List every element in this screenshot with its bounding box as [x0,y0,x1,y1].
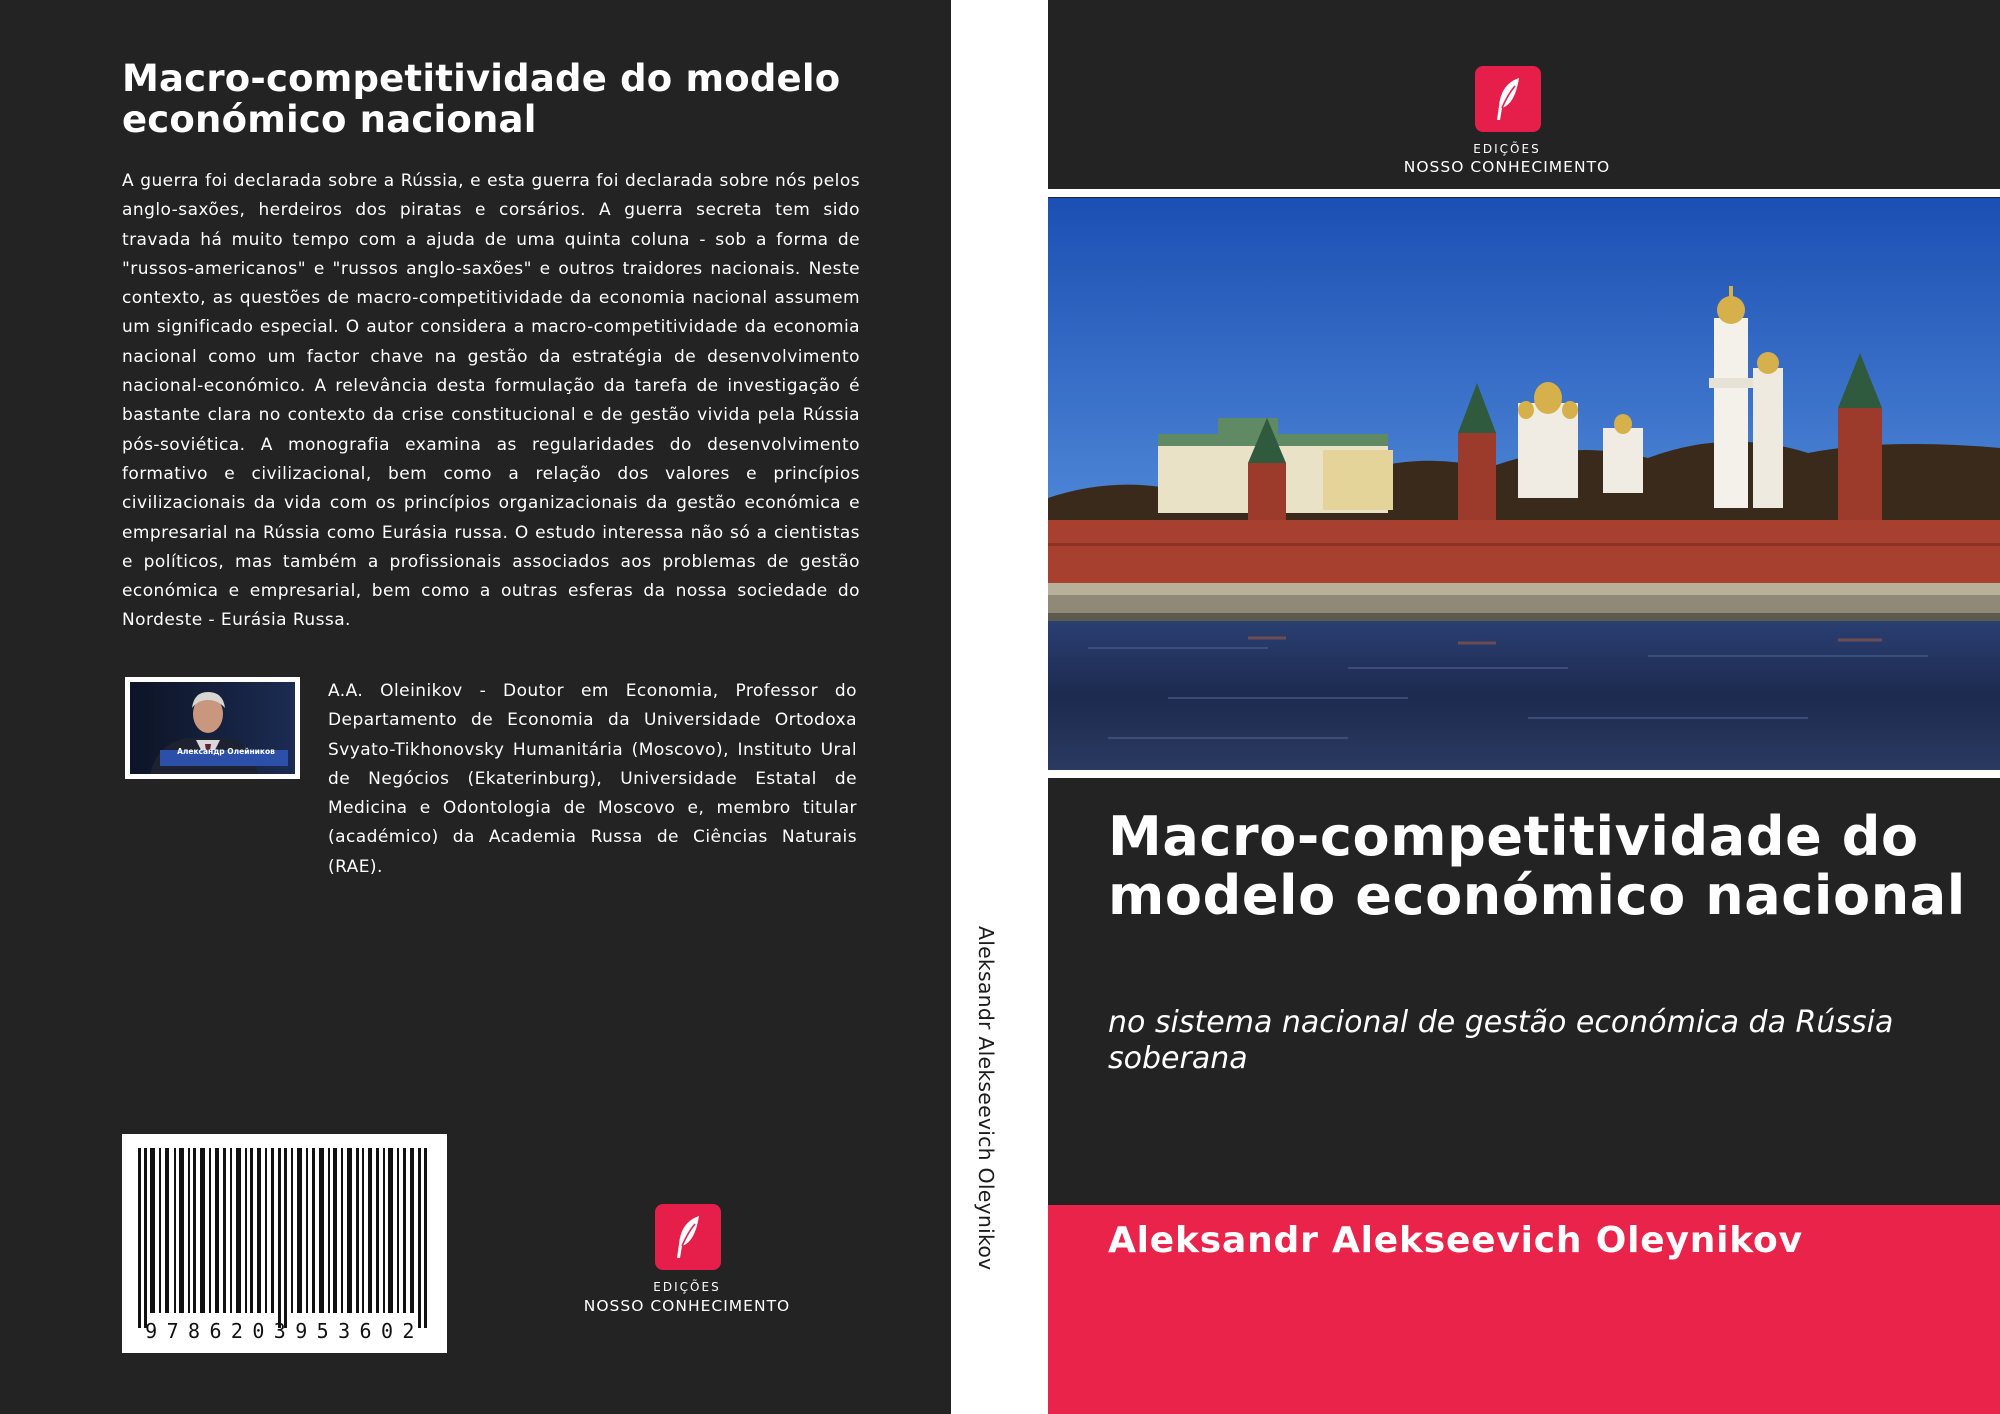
front-cover-title: Macro-competitividade do modelo económico nacional [1108,805,1966,927]
back-cover [0,0,951,1414]
quill-feather-icon [655,1204,721,1270]
back-cover-synopsis: A guerra foi declarada sobre a Rússia, e esta guerra foi declarada sobre nós pelos anglo-saxões, herdeiros dos piratas e corsários. A guerra secreta tem sido travada há muito tempo com a ajuda de uma quinta coluna - sob a forma de "russos-americanos" e "russos anglo-saxões" e outros traidores nacionais. Neste contexto, as questões de macro-competitividade da economia nacional assumem um significado especial. O autor considera a macro-competitividade da economia nacional como um factor chave na gestão da estratégia de desenvolvimento nacional-económico. A relevância desta formulação da tarefa de investigação é bastante clara no contexto da crise constitucional e de gestão vivida pela Rússia pós-soviética. A monografia examina as regularidades do desenvolvimento formativo e civilizacional, bem como a relação dos valores e princípios civilizacionais da vida com os princípios organizacionais da gestão económica e empresarial na Rússia como Eurásia russa. O estudo interessa não só a cientistas e políticos, mas também a profissionais associados aos problemas de gestão económica e empresarial, bem como a outras esferas da nossa sociedade do Nordeste - Eurásia Russa. [122,171,860,631]
back-cover-title: Macro-competitividade do modelo económico nacional [122,57,841,141]
front-publisher-logo [1475,66,1541,132]
publisher-label-name: NOSSO CONHECIMENTO [583,1297,791,1315]
front-cover-subtitle: no sistema nacional de gestão económica da Rússia soberana [1108,1005,1894,1076]
kremlin-riverside-illustration [1048,198,2000,770]
divider-bottom [1048,770,2000,778]
barcode-bars [132,1148,437,1328]
quill-feather-icon [1475,66,1541,132]
spine-author: Aleksandr Alekseevich Oleynikov [974,926,998,1271]
author-photo-caption: Александр Олейников [177,747,275,756]
author-portrait-illustration [130,682,295,774]
isbn-digits: 9786203953602 [145,1319,424,1343]
publisher-logo [655,1204,721,1270]
divider-top [1048,189,2000,197]
cover-photo-kremlin [1048,198,2000,770]
spine [951,0,1048,1414]
front-publisher-label-name: NOSSO CONHECIMENTO [1403,158,1611,176]
publisher-label-top: EDIÇÕES [653,1280,721,1294]
front-cover-author: Aleksandr Alekseevich Oleynikov [1108,1220,1803,1261]
author-photo [125,677,300,779]
front-publisher-label-top: EDIÇÕES [1473,142,1541,156]
isbn-barcode [122,1134,447,1353]
author-bio: A.A. Oleinikov - Doutor em Economia, Professor do Departamento de Economia da Universidade Ortodoxa Svyato-Tikhonovsky Humanitária (Moscovo), Instituto Ural de Negócios (Ekaterinburg), Universidade Estatal de Medicina e Odontologia de Moscovo e, membro titular (académico) da Academia Russa de Ciências Naturais (RAE). [328,681,857,877]
